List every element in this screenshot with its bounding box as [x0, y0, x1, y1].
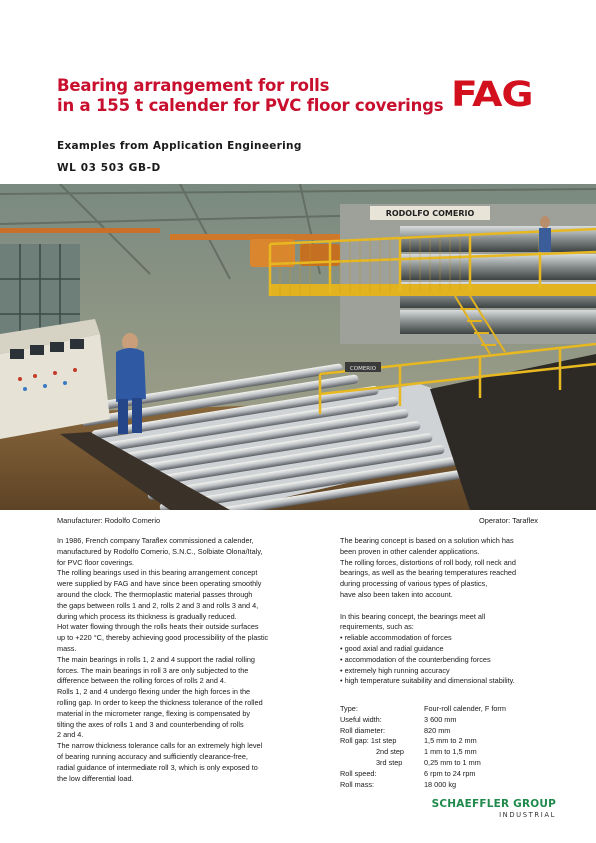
- body-text-line: have also been taken into account.: [340, 589, 453, 599]
- title-line-2: in a 155 t calender for PVC floor coverings: [57, 96, 444, 115]
- body-text-line: requirements, such as:: [340, 622, 414, 632]
- body-text-line: were supplied by FAG and have since been operating smoothly: [57, 579, 262, 589]
- concept-paragraph: [340, 536, 555, 601]
- requirement-bullet: • high temperature suitability and dimensional stability.: [340, 676, 515, 686]
- spec-value: 3 600 mm: [424, 714, 457, 724]
- body-text-line: up to +220 °C, thereby achieving good processibility of the plastic: [57, 633, 269, 643]
- requirements-intro: [340, 612, 555, 634]
- spec-value: 6 rpm to 24 rpm: [424, 768, 476, 778]
- body-text-line: radial guidance of intermediate roll 3, which is only exposed to: [57, 762, 258, 772]
- body-text-line: manufactured by Rodolfo Comerio, S.N.C., Solbiate Olona/Italy,: [57, 546, 263, 556]
- spec-value: 1 mm to 1,5 mm: [424, 747, 477, 757]
- spec-value: 820 mm: [424, 725, 451, 735]
- body-text-line: In 1986, French company Taraflex commissioned a calender,: [57, 536, 254, 545]
- spec-value: 0,25 mm to 1 mm: [424, 757, 481, 767]
- machine-sign-text: RODOLFO COMERIO: [385, 209, 475, 218]
- document-title: [57, 76, 457, 116]
- spec-row: [340, 747, 506, 758]
- manufacturer-caption: Manufacturer: Rodolfo Comerio: [57, 516, 161, 525]
- spec-row: [340, 726, 506, 737]
- body-text-line: tilting the axes of rolls 1 and 3 and counterbending of rolls: [57, 719, 244, 729]
- body-text-line: The main bearings in rolls 1, 2 and 4 support the radial rolling: [57, 654, 255, 664]
- body-text-line: Hot water flowing through the rolls heats their outside surfaces: [57, 622, 259, 632]
- body-text-line: The rolling bearings used in this bearing arrangement concept: [57, 568, 258, 578]
- spec-label: Roll speed:: [340, 768, 377, 778]
- spec-label: Roll diameter:: [340, 725, 386, 735]
- body-text-line: the low differential load.: [57, 773, 134, 783]
- spec-label: Type:: [340, 704, 358, 713]
- requirement-bullet: • accommodation of the counterbending forces: [340, 654, 491, 664]
- left-text-column: [57, 536, 319, 784]
- spec-label: 2nd step: [376, 747, 404, 757]
- schaeffler-group-logo: [422, 798, 556, 819]
- calender-photo-illustration: [0, 184, 596, 510]
- body-text-line: the gaps between rolls 1 and 2, rolls 2 and 3 and rolls 3 and 4,: [57, 600, 259, 610]
- operator-caption: Operator: Taraflex: [478, 516, 538, 525]
- requirement-bullet: • reliable accommodation of forces: [340, 633, 452, 643]
- body-text-line: been proven in other calender applications.: [340, 546, 480, 556]
- body-text-line: for PVC floor coverings.: [57, 557, 135, 567]
- subtitle: Examples from Application Engineering: [57, 140, 302, 152]
- title-line-1: Bearing arrangement for rolls: [57, 76, 330, 95]
- calender-photo: [0, 184, 596, 510]
- schaeffler-division: INDUSTRIAL: [499, 811, 556, 819]
- body-text-line: difference between the rolling forces of rolls 2 and 4.: [57, 676, 227, 686]
- spec-row: [340, 780, 506, 791]
- body-text-line: material in the micrometer range, flexing is compensated by: [57, 708, 251, 718]
- body-text-line: mass.: [57, 643, 77, 653]
- body-text-line: Rolls 1, 2 and 4 undergo flexing under the high forces in the: [57, 687, 251, 697]
- spec-label: Roll gap: 1st step: [340, 736, 397, 746]
- body-text-line: The bearing concept is based on a solution which has: [340, 536, 514, 545]
- spec-row: [340, 758, 506, 769]
- spec-value: Four-roll calender, F form: [424, 704, 506, 713]
- spec-value: 18 000 kg: [424, 779, 457, 789]
- document-number: WL 03 503 GB-D: [57, 162, 161, 174]
- spec-label: Roll mass:: [340, 779, 375, 789]
- fag-logo: FAG: [451, 75, 533, 115]
- body-text-line: forces. The main bearings in roll 3 are only subjected to the: [57, 665, 249, 675]
- schaeffler-brand: SCHAEFFLER GROUP: [431, 798, 556, 810]
- body-text-line: rolling gap. In order to keep the thickness tolerance of the rolled: [57, 697, 263, 707]
- technical-specs: [340, 704, 506, 790]
- requirement-bullet: • good axial and radial guidance: [340, 643, 444, 653]
- spec-row: [340, 715, 506, 726]
- body-text-line: The rolling forces, distortions of roll body, roll neck and: [340, 557, 516, 567]
- spec-label: 3rd step: [376, 757, 403, 767]
- right-text-column: [340, 536, 555, 687]
- spec-label: Useful width:: [340, 714, 382, 724]
- body-text-line: around the clock. The thermoplastic material passes through: [57, 589, 253, 599]
- requirement-bullet: • extremely high running accuracy: [340, 665, 450, 675]
- spec-row: [340, 736, 506, 747]
- body-text-line: during which process its thickness is gradually reduced.: [57, 611, 237, 621]
- body-text-line: of bearing running accuracy and sufficiently clearance-free,: [57, 751, 248, 761]
- body-text-line: 2 and 4.: [57, 730, 84, 740]
- spec-value: 1,5 mm to 2 mm: [424, 736, 477, 746]
- machine-plate-text: COMERIO: [349, 366, 377, 372]
- requirements-list: [340, 633, 555, 687]
- body-text-line: In this bearing concept, the bearings meet all: [340, 611, 486, 621]
- body-text-line: bearings, as well as the bearing temperatures reached: [340, 568, 517, 578]
- spec-row: [340, 769, 506, 780]
- spec-row: [340, 704, 506, 715]
- body-text-line: during processing of various types of plastics,: [340, 579, 488, 589]
- body-text-line: The narrow thickness tolerance calls for an extremely high level: [57, 741, 263, 751]
